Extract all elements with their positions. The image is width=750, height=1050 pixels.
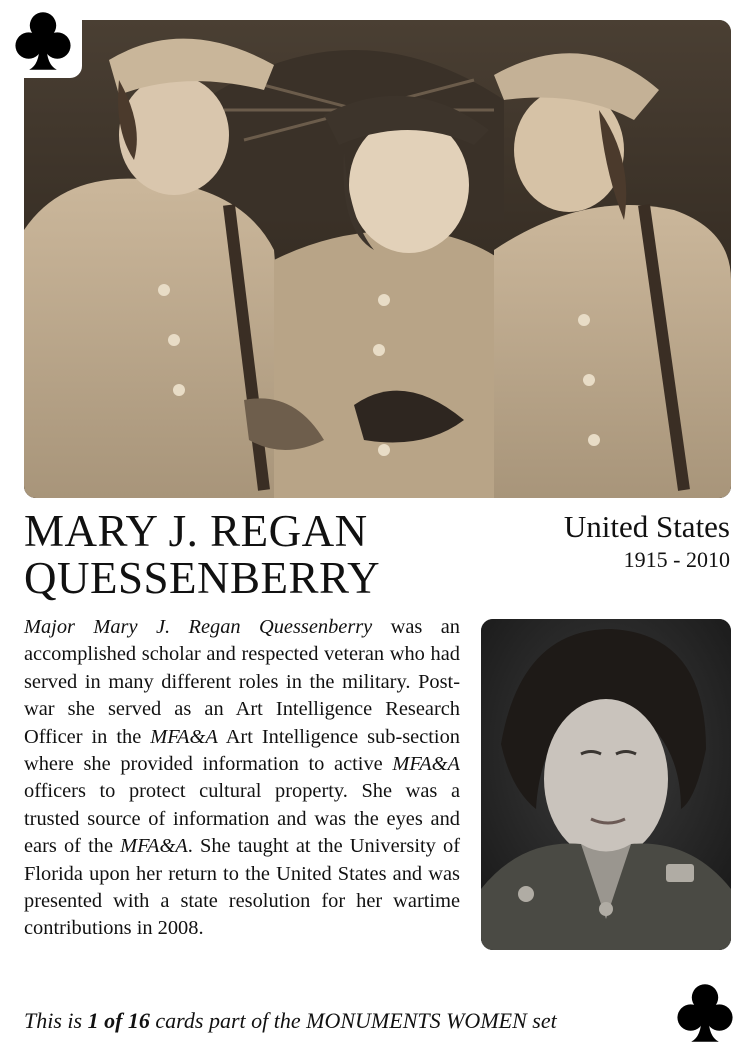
- person-name: [24, 508, 464, 602]
- footer-card-count: 1 of 16: [87, 1008, 150, 1033]
- bio-mfaa-3: MFA&A: [120, 835, 188, 858]
- portrait-image: [481, 619, 731, 950]
- bio-text-1: was an accomplished scholar and respected veteran who had served in many different roles in the military. Post-war she served as an Art Intelligence Research Officer in the: [24, 616, 461, 748]
- bio-text-2: Art Intelligence sub-section where she provided information to active: [24, 725, 460, 776]
- group-photo-image: [24, 20, 731, 498]
- life-years: 1915 - 2010: [623, 547, 730, 572]
- group-photo: [24, 20, 731, 498]
- biography: [24, 614, 460, 943]
- bio-mfaa-2: MFA&A: [392, 753, 460, 776]
- card-footer: [24, 1008, 664, 1034]
- club-icon: [14, 10, 72, 72]
- name-line-2: QUESSENBERRY: [24, 553, 381, 603]
- footer-suffix: cards part of the MONUMENTS WOMEN set: [149, 1008, 557, 1033]
- suit-badge: [4, 4, 82, 78]
- country: United States: [563, 509, 730, 544]
- bio-text-3: officers to protect cultural property. She was a trusted source of information and was the eyes and ears of the: [24, 780, 460, 858]
- name-line-1: MARY J. REGAN: [24, 506, 368, 556]
- bio-mfaa-1: MFA&A: [150, 725, 218, 748]
- portrait-photo: [481, 619, 731, 950]
- club-icon: [676, 982, 734, 1044]
- footer-prefix: This is: [24, 1008, 88, 1033]
- bio-lead: Major Mary J. Regan Quessenberry: [24, 616, 373, 638]
- bio-text-4: . She taught at the University of Florida upon her return to the United States and was presented with a state resolution for her wartime contributions in 2008.: [24, 835, 460, 940]
